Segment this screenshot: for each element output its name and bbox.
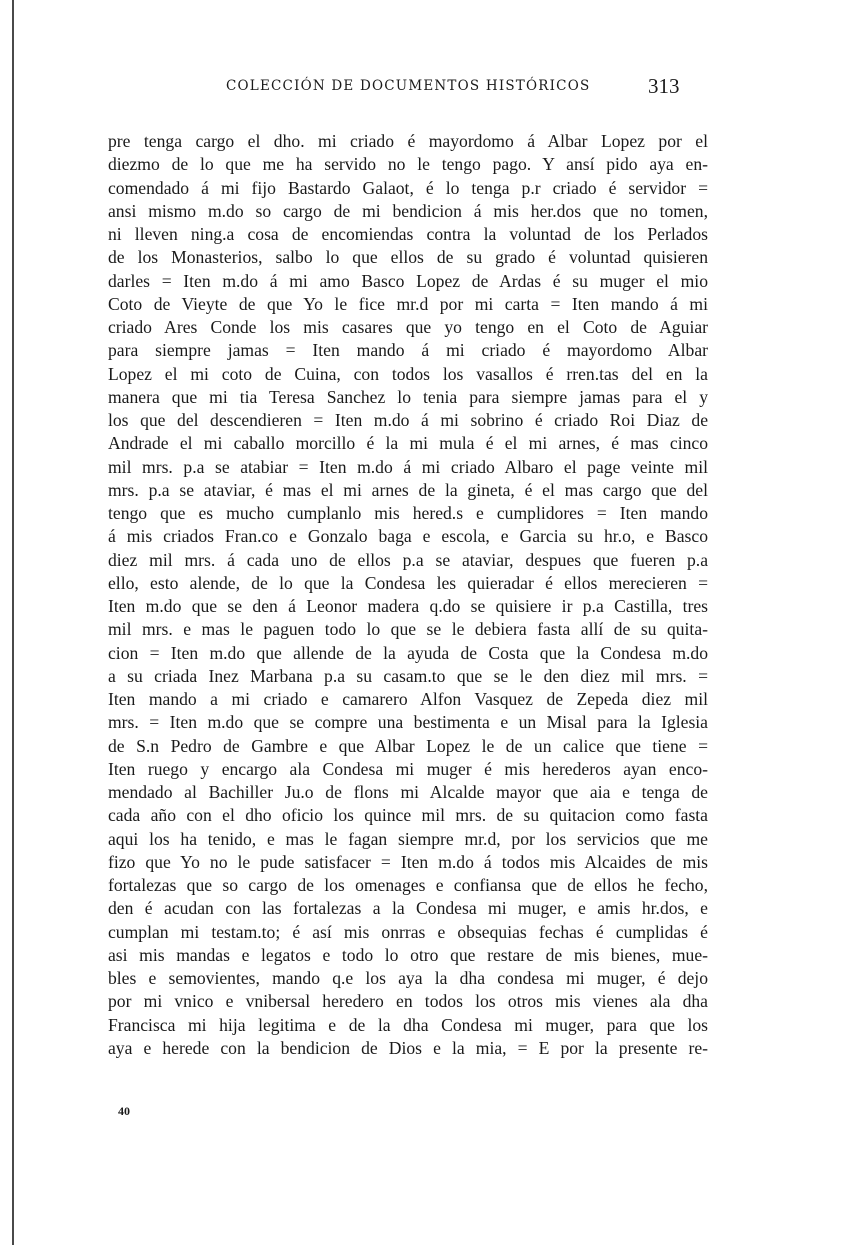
- text-line: Coto de Vieyte de que Yo le fice mr.d por mi carta = Iten mando á mi: [108, 293, 708, 314]
- text-line: por mi vnico e vnibersal heredero en todos los otros mis vienes ala dha: [108, 991, 708, 1012]
- text-line: de S.n Pedro de Gambre e que Albar Lopez le de un calice que tiene =: [108, 735, 708, 756]
- text-line: ello, esto alende, de lo que la Condesa les quieradar é ellos merecieren =: [108, 572, 708, 593]
- text-line: Iten ruego y encargo ala Condesa mi muger é mis herederos ayan enco-: [108, 758, 708, 779]
- text-line: á mis criados Fran.co e Gonzalo baga e escola, e Garcia su hr.o, e Basco: [108, 526, 708, 547]
- text-line: comendado á mi fijo Bastardo Galaot, é lo tenga p.r criado é servidor =: [108, 177, 708, 198]
- text-line: ni lleven ning.a cosa de encomiendas contra la voluntad de los Perlados: [108, 224, 708, 244]
- text-line: mrs. p.a se ataviar, é mas el mi arnes de la gineta, é el mas cargo que del: [108, 479, 708, 500]
- text-line: criado Ares Conde los mis casares que yo tengo en el Coto de Aguiar: [108, 317, 708, 337]
- text-line: mrs. = Iten m.do que se compre una bestimenta e un Misal para la Iglesia: [108, 712, 708, 733]
- text-line: asi mis mandas e legatos e todo lo otro que restare de mis bienes, mue-: [108, 944, 708, 965]
- text-line: cumplan mi testam.to; é así mis onrras e obsequias fechas é cumplidas é: [108, 921, 708, 942]
- body-text: [108, 130, 708, 1060]
- text-line: de los Monasterios, salbo lo que ellos de su grado é voluntad quisieren: [108, 247, 708, 268]
- text-line: para siempre jamas = Iten mando á mi criado é mayordomo Albar: [108, 340, 708, 361]
- text-line: fizo que Yo no le pude satisfacer = Iten m.do á todos mis Alcaides de mis: [108, 851, 708, 872]
- text-line: bles e semovientes, mando q.e los aya la dha condesa mi muger, é dejo: [108, 968, 708, 988]
- text-line: aya e herede con la bendicion de Dios e la mia, = E por la presente re-: [108, 1037, 708, 1058]
- text-line: mil mrs. p.a se atabiar = Iten m.do á mi criado Albaro el page veinte mil: [108, 456, 708, 477]
- text-line: a su criada Inez Marbana p.a su casam.to que se le den diez mil mrs. =: [108, 665, 708, 686]
- text-line: den é acudan con las fortalezas a la Condesa mi muger, e amis hr.dos, e: [108, 898, 708, 919]
- page-number: 313: [648, 74, 680, 98]
- text-line: mil mrs. e mas le paguen todo lo que se le debiera fasta allí de su quita-: [108, 619, 708, 640]
- text-line: diezmo de lo que me ha servido no le tengo pago. Y ansí pido aya en-: [108, 154, 708, 175]
- text-line: Iten m.do que se den á Leonor madera q.do se quisiere ir p.a Castilla, tres: [108, 596, 708, 616]
- text-line: Lopez el mi coto de Cuina, con todos los vasallos é rren.tas del en la: [108, 363, 708, 384]
- text-line: Francisca mi hija legitima e de la dha Condesa mi muger, para que los: [108, 1014, 708, 1035]
- running-header-title: COLECCIÓN DE DOCUMENTOS HISTÓRICOS: [226, 78, 591, 94]
- text-line: los que del descendieren = Iten m.do á mi sobrino é criado Roi Diaz de: [108, 410, 708, 430]
- text-line: pre tenga cargo el dho. mi criado é mayordomo á Albar Lopez por el: [108, 131, 708, 151]
- text-line: manera que mi tia Teresa Sanchez lo tenia para siempre jamas para el y: [108, 386, 708, 407]
- text-line: aqui los ha tenido, e mas le fagan siempre mr.d, por los servicios que me: [108, 828, 708, 849]
- text-line: cion = Iten m.do que allende de la ayuda de Costa que la Condesa m.do: [108, 642, 708, 663]
- binding-edge-line: [12, 0, 14, 1245]
- text-line: cada año con el dho oficio los quince mil mrs. de su quitacion como fasta: [108, 805, 708, 826]
- text-line: fortalezas que so cargo de los omenages e confiansa que de ellos he fecho,: [108, 875, 708, 895]
- text-line: Andrade el mi caballo morcillo é la mi mula é el mi arnes, é mas cinco: [108, 433, 708, 454]
- text-line: ansi mismo m.do so cargo de mi bendicion á mis her.dos que no tomen,: [108, 200, 708, 221]
- text-line: mendado al Bachiller Ju.o de flons mi Alcalde mayor que aia e tenga de: [108, 782, 708, 802]
- text-line: darles = Iten m.do á mi amo Basco Lopez de Ardas é su muger el mio: [108, 270, 708, 291]
- text-line: tengo que es mucho cumplanlo mis hered.s e cumplidores = Iten mando: [108, 503, 708, 523]
- text-line: diez mil mrs. á cada uno de ellos p.a se ataviar, despues que fueren p.a: [108, 549, 708, 570]
- text-line: Iten mando a mi criado e camarero Alfon Vasquez de Zepeda diez mil: [108, 689, 708, 709]
- signature-mark: 40: [118, 1104, 130, 1118]
- running-header: [0, 74, 850, 98]
